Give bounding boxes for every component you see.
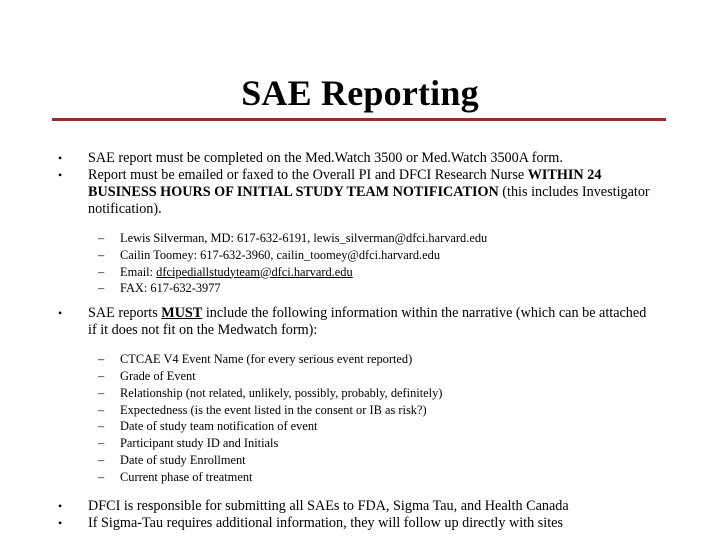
bullet-text-deadline: WITHIN 24 BUSINESS HOURS OF INITIAL STUDY TEAM NOTIFICATION	[88, 167, 602, 200]
contact-silverman	[0, 230, 720, 247]
slide-content	[0, 150, 720, 532]
dash-icon: –	[98, 452, 105, 467]
dash-icon: –	[98, 368, 105, 383]
contact-fax	[0, 280, 720, 297]
email-link[interactable]: dfcipediallstudyteam@dfci.harvard.edu	[156, 264, 353, 279]
dash-icon: –	[98, 247, 105, 262]
narrative-item-text: Current phase of treatment	[120, 469, 253, 484]
narrative-item-text: Expectedness (is the event listed in the consent or IB as risk?)	[120, 402, 427, 417]
title-divider	[52, 118, 666, 121]
narrative-item	[0, 452, 720, 469]
dash-icon: –	[98, 352, 105, 367]
narrative-item-text: CTCAE V4 Event Name (for every serious event reported)	[120, 352, 413, 367]
dash-icon: –	[98, 385, 105, 400]
contact-text: Lewis Silverman, MD: 617-632-6191, lewis_silverman@dfci.harvard.edu	[120, 231, 488, 245]
bullet-text-post: (this includes Investigator notification).	[88, 184, 650, 217]
narrative-item	[0, 435, 720, 452]
bullet-text: DFCI is responsible for submitting all SAEs to FDA, Sigma Tau, and Health Canada	[88, 497, 569, 514]
bullet-icon: •	[58, 515, 63, 530]
narrative-item	[0, 402, 720, 419]
narrative-item-text: Date of study Enrollment	[120, 452, 246, 467]
bullet-text: SAE report must be completed on the Med.Watch 3500 or Med.Watch 3500A form.	[88, 150, 563, 166]
narrative-item	[0, 368, 720, 385]
fax-text: FAX: 617-632-3977	[120, 281, 221, 296]
contact-text: Cailin Toomey: 617-632-3960, cailin_toomey@dfci.harvard.edu	[120, 247, 441, 262]
contact-toomey	[0, 247, 720, 264]
bullet-report-deadline	[0, 167, 720, 218]
dash-icon: –	[98, 231, 105, 245]
bullet-text-pre: SAE reports	[88, 305, 162, 322]
contact-email	[0, 264, 720, 281]
bullet-text: If Sigma-Tau requires additional information, they will follow up directly with sites	[88, 514, 563, 531]
bullet-icon: •	[58, 306, 63, 321]
bullet-icon: •	[58, 498, 63, 513]
narrative-item	[0, 385, 720, 402]
narrative-item	[0, 469, 720, 486]
email-label: Email:	[120, 264, 157, 279]
bullet-medwatch-form	[0, 150, 720, 167]
dash-icon: –	[98, 402, 105, 417]
bullet-text-post: include the following information within the narrative (which can be attached if it does not fit on the Medwatch form):	[88, 305, 647, 339]
slide-title: SAE Reporting	[241, 73, 479, 113]
bullet-text-must: MUST	[161, 305, 203, 322]
bullet-icon: •	[58, 168, 63, 182]
dash-icon: –	[98, 281, 105, 296]
bullet-narrative-requirements	[0, 305, 720, 339]
narrative-item-text: Relationship (not related, unlikely, possibly, probably, definitely)	[120, 385, 443, 400]
dash-icon: –	[98, 469, 105, 484]
narrative-item-text: Grade of Event	[120, 368, 196, 383]
narrative-item	[0, 351, 720, 368]
bullet-text-pre: Report must be emailed or faxed to the Overall PI and DFCI Research Nurse	[88, 167, 528, 183]
narrative-item-text: Participant study ID and Initials	[120, 436, 279, 451]
narrative-item	[0, 418, 720, 435]
bullet-dfci-responsibility	[0, 498, 720, 515]
dash-icon: –	[98, 419, 105, 434]
bullet-sigma-tau-followup	[0, 515, 720, 532]
bullet-icon: •	[58, 151, 63, 165]
narrative-item-text: Date of study team notification of event	[120, 419, 318, 434]
dash-icon: –	[98, 436, 105, 451]
dash-icon: –	[98, 264, 105, 279]
